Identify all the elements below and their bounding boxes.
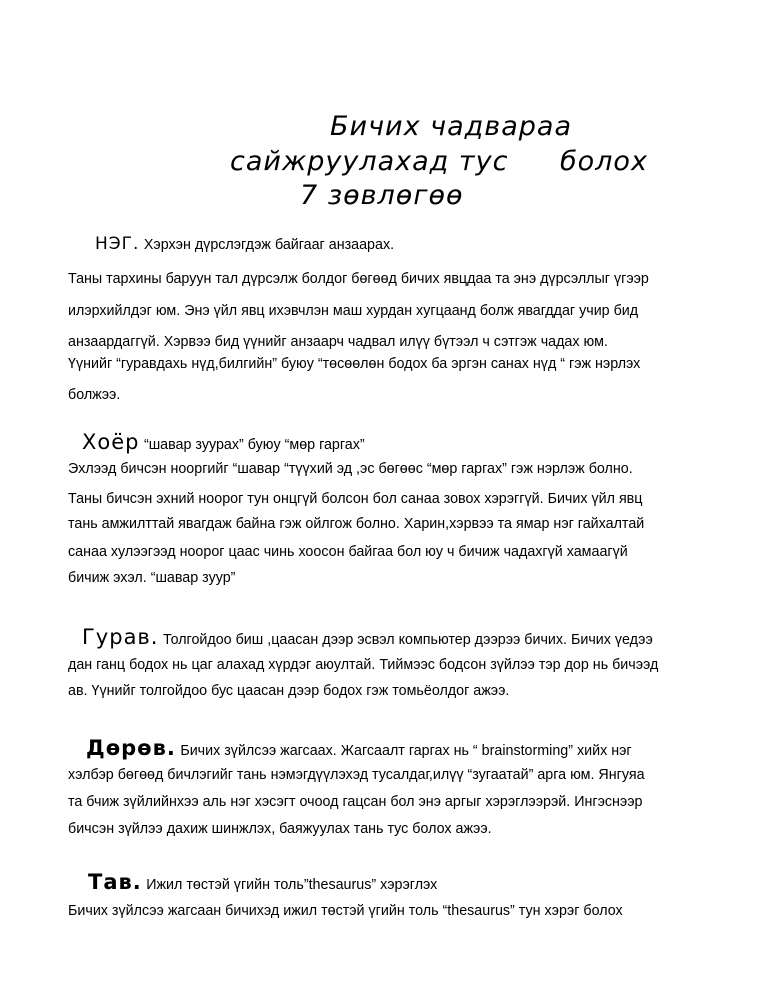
section-heading-tav	[88, 870, 437, 894]
section-heading-neg	[95, 234, 394, 254]
paragraph-line: болжээ.	[68, 387, 121, 403]
paragraph-line: илэрхийлдэг юм. Энэ үйл явц ихэвчлэн маш хурдан хугцаанд болж явагддаг учир бид	[68, 303, 639, 319]
section-number: Хоёр	[82, 430, 140, 454]
section-number: НЭГ.	[95, 234, 140, 254]
section-heading-text: “шавар зуурах” буюу “мөр гаргах”	[143, 437, 365, 453]
section-heading-text: Хэрхэн дүрслэгдэж байгааг анзаарах.	[143, 237, 395, 253]
paragraph-line: анзаардаггүй. Хэрвээ бид үүнийг анзаарч чадвал илүү бүтээл ч сэтгэж чадах юм.	[68, 334, 608, 350]
paragraph-line: Үүнийг “гуравдахь нүд,билгийн” буюу “төсөөлөн бодох ба эргэн санах нүд “ гэж нэрлэх	[68, 356, 641, 372]
section-heading-gurav	[82, 625, 653, 649]
paragraph-line: тань амжилттай явагдаж байна гэж ойлгож болно. Харин,хэрвээ та ямар нэг гайхалтай	[68, 516, 645, 532]
paragraph-line: дан ганц бодох нь цаг алахад хүрдэг аюултай. Тиймээс бодсон зүйлээ тэр дор нь бичээд	[68, 657, 659, 673]
paragraph-line: бичиж эхэл. “шавар зуур”	[68, 570, 236, 586]
section-heading-text: Бичих зүйлсээ жагсаах. Жагсаалт гаргах нь “ brainstorming” хийх нэг	[180, 743, 632, 759]
title-line-2b: болох	[560, 146, 648, 177]
title-line-3: 7 зөвлөгөө	[300, 180, 464, 211]
paragraph-line: Бичих зүйлсээ жагсаан бичихэд ижил төстэй үгийн толь “thesaurus” тун хэрэг болох	[68, 903, 623, 919]
paragraph-line: Таны бичсэн эхний ноорог тун онцгүй болсон бол санаа зовох хэрэггүй. Бичих үйл явц	[68, 491, 643, 507]
paragraph-line: та бчиж зүйлийнхээ аль нэг хэсэгт очоод гацсан бол энэ аргыг хэрэглээрэй. Ингэснээр	[68, 794, 643, 810]
section-number: Дөрөв.	[86, 736, 176, 760]
section-heading-khoyor	[82, 430, 365, 454]
title-line-2a: сайжруулахад тус	[230, 146, 509, 177]
paragraph-line: Таны тархины баруун тал дүрсэлж болдог бөгөөд бичих явцдаа та энэ дүрсэллыг үгээр	[68, 271, 649, 287]
section-number: Тав.	[88, 870, 142, 894]
paragraph-line: ав. Үүнийг толгойдоо бус цаасан дээр бодох гэж томьёолдог ажээ.	[68, 683, 510, 699]
section-heading-text: Ижил төстэй үгийн толь”thesaurus” хэрэглэх	[146, 877, 438, 893]
section-heading-text: Толгойдоо биш ,цаасан дээр эсвэл компьютер дээрээ бичих. Бичих үедээ	[162, 632, 653, 648]
paragraph-line: хэлбэр бөгөөд бичлэгийг тань нэмэгдүүлэхэд тусалдаг,илүү “зугаатай” арга юм. Янгуяа	[68, 767, 645, 783]
section-number: Гурав.	[82, 625, 159, 649]
paragraph-line: санаа хулээгээд ноорог цаас чинь хоосон байгаа бол юу ч бичиж чадахгүй хамаагүй	[68, 544, 628, 560]
paragraph-line: Эхлээд бичсэн нооргийг “шавар “түүхий эд ,эс бөгөөс “мөр гаргах” гэж нэрлэж болно.	[68, 461, 633, 477]
paragraph-line: бичсэн зүйлээ дахиж шинжлэх, баяжуулах тань тус болох ажээ.	[68, 821, 492, 837]
section-heading-durev	[86, 736, 632, 760]
title-line-1: Бичих чадвараа	[330, 111, 572, 142]
